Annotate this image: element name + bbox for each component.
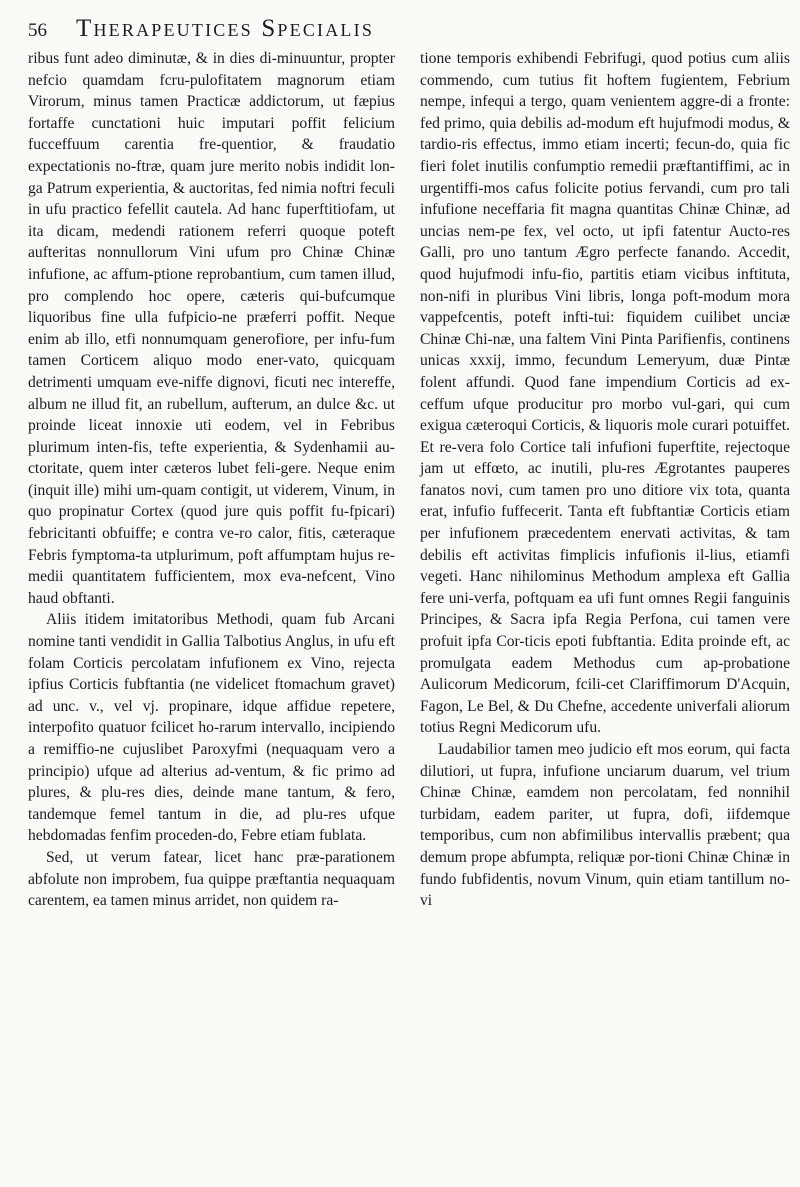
paragraph: Aliis itidem imitatoribus Methodi, quam fub Arcani nomine tanti vendidit in Gallia Talbotius Anglus, in ufu eft folam Corticis percolatam infufionem ex Vino, rejecta ipfius Corticis fubftantia (ne videlicet ftomachum gravet) ad unc. v., vel vj. propinare, idque affidue repetere, interpofito quatuor fcilicet ho-rarum intervallo, incipiendo a remiffio-ne cujuslibet Paroxyfmi (nequaquam vero a principio) ufque ad alterius ad-ventum, & fic primo ad plures, & plu-res dies, deinde mane tantum, & fero, tandemque femel tantum in die, ad plu-res ufque hebdomadas fenfim proceden-do, Febre etiam fublata. xyxy=(28,611,395,845)
paragraph: tione temporis exhibendi Febrifugi, quod potius cum aliis commendo, cum tutius fit hoftem fugientem, Febrium nempe, infequi a tergo, quam venientem aggre-di a fronte: fed primo, quia debilis ad-modum eft hujufmodi modus, & tardio-ris effectus, immo etiam incerti; fecun-do, quia fic fieri folet inutilis confumptio remedii præftantiffimi, ac in urgentiffi-mos cafus folicite potius fervandi, cum pro tali infufione neceffaria fit magna quantitas Chinæ Chinæ, ad uncias nem-pe fex, vel octo, ut ipfi fatentur Aucto-res Galli, pro uno tantum Ægro perfecte fanando. Accedit, quod hujufmodi infu-fio, partitis etiam vicibus inftituta, non-nifi in pluribus Vini libris, longa poft-modum mora vappefcentis, poteft infti-tui: fiquidem cuilibet unciæ Chinæ Chi-næ, una faltem Vini Pinta Parifienfis, continens unicas xxxij, immo, fecundum Lemeryum, duæ Pintæ folent affundi. Quod fane impendium Corticis ad ex-ceffum ufque producitur pro morbo vul-gari, qui cum exigua cæteroqui Corticis, & liquoris mole curari potuiffet. Et re-vera folo Cortice tali infufioni fuperftite, rejectoque jam ut effœto, ac inutili, plu-res Ægrotantes pauperes fanatos novi, cum tamen pro uno ditiore vix tota, quanta erat, infufio fuffecerit. Tanta eft fubftantiæ Corticis etiam per infufionem præcedentem enervati activitas, & tam debilis eft activitas fimplicis infufionis il-lius, etiamfi vegeti. Hanc nihilominus Methodum amplexa eft Gallia fere uni-verfa, poftquam ea ufi funt omnes Regii fanguinis Principes, & Sacra ipfa Regia Perfona, cui tamen vere profuit ipfa Cor-ticis epoti fubftantia. Edita proinde eft, ac promulgata eadem Methodus cum ap-probatione Aulicorum Medicorum, fcili-cet Clariffimorum D'Acquin, Fagon, Le Bel, & Du Chefne, accedente univerfali aliorum totius Regni Medicorum ufu. xyxy=(420,50,790,737)
page-header xyxy=(28,12,790,46)
page-number: 56 xyxy=(28,20,47,41)
paragraph: Laudabilior tamen meo judicio eft mos eorum, qui facta dilutiori, ut fupra, infufione unciarum duarum, vel trium Chinæ Chinæ, eamdem non percolatam, fed nonnihil turbidam, eadem pariter, ut fupra, dofi, iifdemque temporibus, cum non abfimilibus intervallis præbent; qua demum prope abfumpta, reliquæ por-tioni Chinæ Chinæ in fundo fubfidentis, novum Vinum, quin etiam tantillum no-vi xyxy=(420,741,790,910)
left-column xyxy=(28,48,395,912)
running-head: Therapeutices Specialis xyxy=(76,15,375,42)
text-columns xyxy=(28,48,790,912)
paragraph: Sed, ut verum fatear, licet hanc præ-parationem abfolute non improbem, fua quippe præftantia nequaquam carentem, ea tamen minus arridet, non quidem ra- xyxy=(28,848,395,910)
right-column xyxy=(420,48,790,912)
paragraph: ribus funt adeo diminutæ, & in dies di-minuuntur, propter nefcio quamdam fcru-pulofitatem magnorum etiam Virorum, minus tamen Practicæ addictorum, ut fæpius fortaffe cunctationi huic imputari poffit felicium fucceffuum carentia fre-quentior, & fraudatio expectationis no-ftræ, quam jure merito nobis indidit lon-ga Patrum experientia, & auctoritas, fed nimia noftri feculi in ufu practico fefellit cautela. Ad hanc fuperftitiofam, ut ita dicam, medendi rationem referri quoque poteft aufteritas nonnullorum Vini ufum pro Chinæ Chinæ infufione, ac affum-ptione reprobantium, cum tamen illud, pro complendo hoc opere, cæteris qui-bufcumque liquoribus fine ulla fufpicio-ne præferri poffit. Neque enim ab illo, etfi nonnumquam generofiore, per infu-fum tamen Corticem aliquo modo ener-vato, quicquam detrimenti umquam eve-niffe dignovi, ficuti nec intereffe, album ne illud fit, an rubellum, aufterum, an dulce &c. ut proinde liceat innoxie uti eodem, vel in Febribus plurimum inten-fis, tefte experientia, & Sydenhamii au-ctoritate, quem inter cæteros lubet feli-gere. Neque enim (inquit ille) mihi um-quam contigit, ut viderem, Vinum, in quo propinatur Cortex (quod jure quis poffit fu-fpicari) febricitanti obfuiffe; e contra ve-ro calor, fitis, cæteraque Febris fymptoma-ta utplurimum, poft affumptam hujus re-medii quantitatem fufficientem, mox eva-nefcent, Vino haud obftanti. xyxy=(28,50,395,607)
